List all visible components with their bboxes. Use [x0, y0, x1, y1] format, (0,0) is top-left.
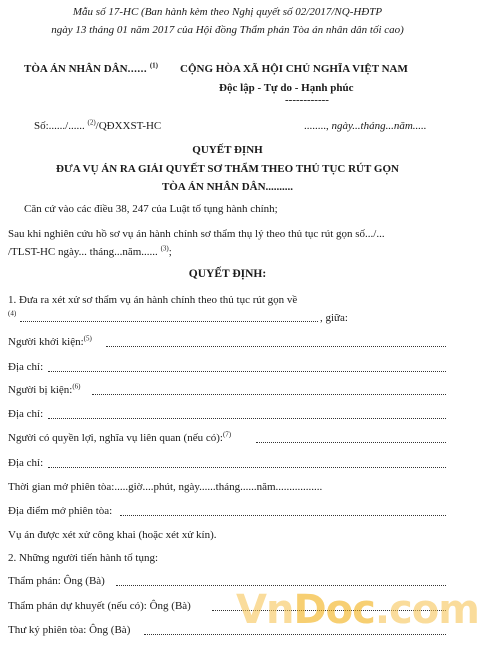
defendant-address-label: Địa chỉ: — [8, 408, 44, 420]
decision-subtitle: ĐƯA VỤ ÁN RA GIẢI QUYẾT SƠ THẨM THEO THỦ TỤC RÚT GỌN — [56, 163, 399, 175]
plaintiff-dotted-line — [106, 346, 446, 347]
court-name: TÒA ÁN NHÂN DÂN...... $^{(1)}$ — [24, 61, 159, 75]
form-note-line-1: Mẫu số 17-HC (Ban hành kèm theo Nghị quyết số 02/2017/NQ-HĐTP — [72, 6, 383, 18]
hearing-time: Thời gian mở phiên tòa:.....giờ....phút, ngày......tháng......năm................. — [8, 481, 323, 493]
defendant-dotted-line — [92, 394, 446, 395]
document-number: Số:....../...... $^{(2)}$/QĐXXST-HC — [34, 118, 162, 132]
judge-label: Thẩm phán: Ông (Bà) — [8, 575, 105, 587]
hearing-location-label: Địa điểm mở phiên tòa: — [8, 505, 113, 517]
motto-underline: ------------ — [285, 94, 329, 106]
decision-heading: QUYẾT ĐỊNH: — [188, 268, 267, 280]
decision-title: QUYẾT ĐỊNH — [192, 144, 263, 156]
hearing-location-dotted-line — [120, 515, 446, 516]
judge-dotted-line — [116, 585, 446, 586]
defendant-address-dotted-line — [48, 418, 446, 419]
clerk-dotted-line — [144, 634, 446, 635]
defendant-label: Người bị kiện:$^{(6)}$ — [8, 382, 81, 396]
legal-basis: Căn cứ vào các điều 38, 247 của Luật tố tụng hành chính; — [24, 203, 278, 215]
subject-dotted-line — [20, 321, 318, 322]
nation-title: CỘNG HÒA XÃ HỘI CHỦ NGHĨA VIỆT NAM — [180, 63, 408, 75]
related-party-label: Người có quyền lợi, nghĩa vụ liên quan (nếu có):$^{(7)}$ — [8, 430, 232, 444]
related-party-dotted-line — [256, 442, 446, 443]
item-2-heading: 2. Những người tiến hành tố tụng: — [8, 552, 159, 564]
nation-motto: Độc lập - Tự do - Hạnh phúc — [219, 82, 354, 94]
case-review-line-1: Sau khi nghiên cứu hồ sơ vụ án hành chính sơ thẩm thụ lý theo thủ tục rút gọn số.../... — [8, 228, 385, 240]
public-trial-note: Vụ án được xét xử công khai (hoặc xét xử kín). — [8, 529, 217, 541]
alternate-judge-label: Thẩm phán dự khuyết (nếu có): Ông (Bà) — [8, 600, 191, 612]
plaintiff-address-label: Địa chỉ: — [8, 361, 44, 373]
item-1-between: , giữa: — [320, 312, 348, 324]
date-place: ........, ngày...tháng...năm..... — [304, 120, 427, 132]
item-1-note: (4) — [8, 309, 17, 318]
case-review-line-2: /TLST-HC ngày... tháng...năm...... $^{(3)}$; — [8, 244, 172, 258]
issuing-court: TÒA ÁN NHÂN DÂN.......... — [161, 181, 294, 193]
item-1-line-1: 1. Đưa ra xét xử sơ thẩm vụ án hành chính theo thủ tục rút gọn về — [8, 294, 298, 306]
form-note-line-2: ngày 13 tháng 01 năm 2017 của Hội đồng Thẩm phán Tòa án nhân dân tối cao) — [51, 24, 404, 36]
related-address-dotted-line — [48, 467, 446, 468]
related-address-label: Địa chỉ: — [8, 457, 44, 469]
plaintiff-address-dotted-line — [48, 371, 446, 372]
clerk-label: Thư ký phiên tòa: Ông (Bà) — [8, 624, 131, 636]
vndoc-watermark-logo: VnDoc.com — [236, 587, 479, 633]
plaintiff-label: Người khởi kiện:$^{(5)}$ — [8, 334, 92, 348]
